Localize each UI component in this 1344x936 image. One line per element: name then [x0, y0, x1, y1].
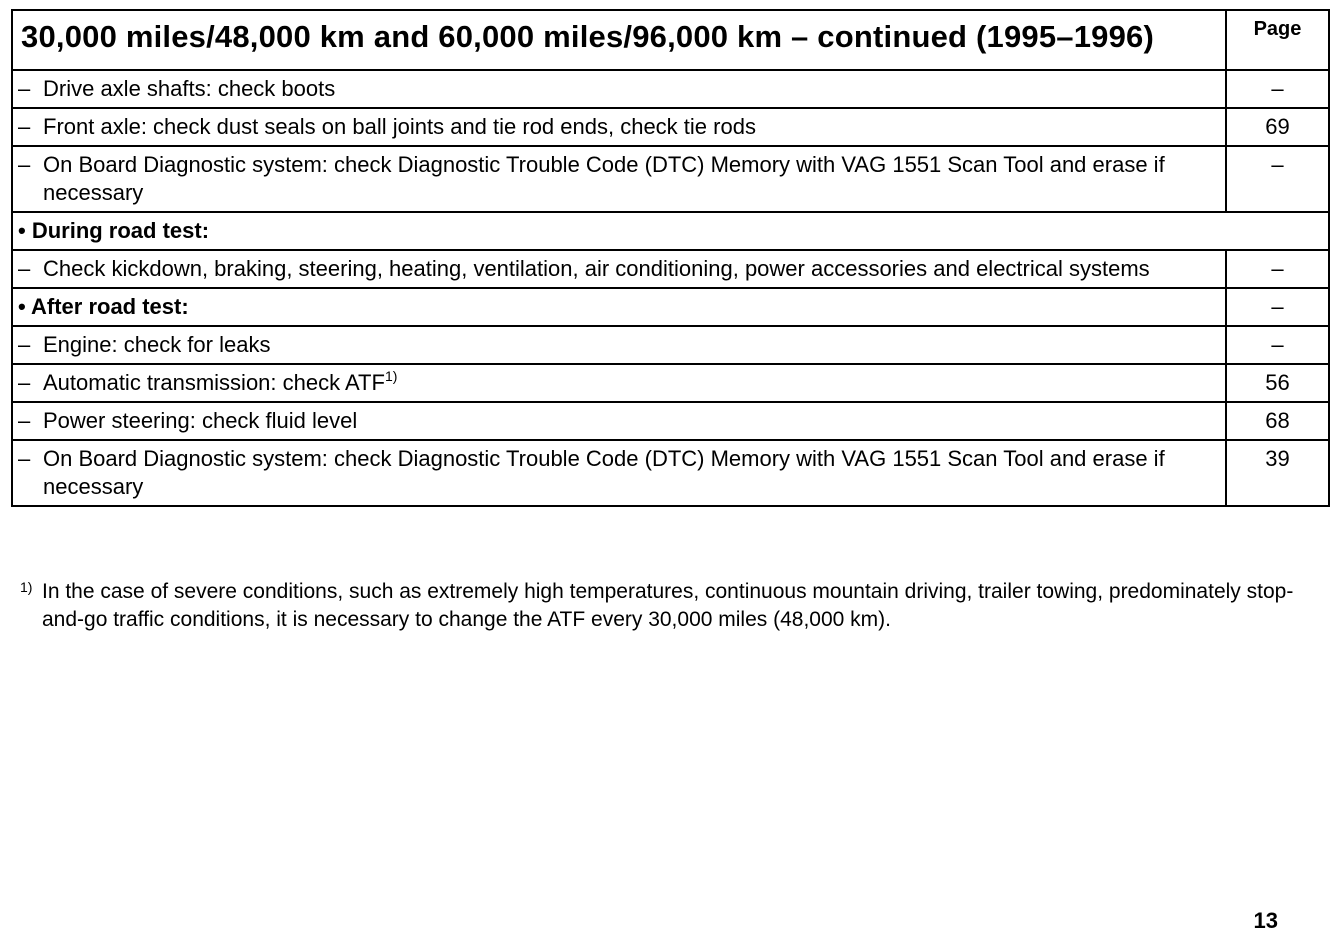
page-ref: 39 — [1226, 440, 1329, 506]
task-cell — [12, 402, 1226, 440]
dash-marker: – — [18, 114, 31, 139]
task-text: Automatic transmission: check ATF — [43, 370, 385, 395]
table-row — [12, 402, 1329, 440]
maintenance-table — [11, 9, 1330, 507]
dash-marker: – — [18, 446, 31, 471]
page-ref: 69 — [1226, 108, 1329, 146]
section-heading-after-road-test: • After road test: — [12, 288, 1226, 326]
table-row — [12, 146, 1329, 212]
table-row — [12, 440, 1329, 506]
section-heading-during-road-test: • During road test: — [12, 212, 1329, 250]
task-text: Drive axle shafts: check boots — [43, 76, 336, 101]
table-row — [12, 108, 1329, 146]
task-text: Front axle: check dust seals on ball joints and tie rod ends, check tie rods — [43, 114, 756, 139]
task-cell — [12, 326, 1226, 364]
page-ref: – — [1226, 250, 1329, 288]
task-text: On Board Diagnostic system: check Diagnostic Trouble Code (DTC) Memory with VAG 1551 Scan Tool and erase if necessary — [43, 446, 1165, 499]
table-header-row — [12, 10, 1329, 70]
table-row — [12, 326, 1329, 364]
task-text: Power steering: check fluid level — [43, 408, 358, 433]
page-ref: – — [1226, 288, 1329, 326]
page-column-header: Page — [1226, 10, 1329, 70]
page-ref: – — [1226, 146, 1329, 212]
footnote-text: In the case of severe conditions, such as extremely high temperatures, continuous mountain driving, trailer towing, predominately stop-and-go traffic conditions, it is necessary to change the ATF every 30,000 miles (48,000 km). — [42, 580, 1294, 631]
task-cell — [12, 146, 1226, 212]
task-cell — [12, 70, 1226, 108]
table-title: 30,000 miles/48,000 km and 60,000 miles/96,000 km – continued (1995–1996) — [12, 10, 1226, 70]
task-text-with-footnote — [43, 369, 1217, 397]
table-row — [12, 250, 1329, 288]
footnote — [20, 578, 1320, 634]
task-cell — [12, 108, 1226, 146]
dash-marker: – — [18, 370, 31, 395]
table-row — [12, 70, 1329, 108]
page-ref: – — [1226, 326, 1329, 364]
section-row — [12, 288, 1329, 326]
footnote-reference: 1) — [384, 368, 398, 384]
task-text: On Board Diagnostic system: check Diagnostic Trouble Code (DTC) Memory with VAG 1551 Scan Tool and erase if necessary — [43, 152, 1165, 205]
footnote-marker: 1) — [20, 579, 33, 595]
table-row — [12, 364, 1329, 402]
task-cell — [12, 440, 1226, 506]
page-number: 13 — [1253, 908, 1278, 933]
section-row — [12, 212, 1329, 250]
dash-marker: – — [18, 256, 31, 281]
page-ref: 68 — [1226, 402, 1329, 440]
task-text: Engine: check for leaks — [43, 332, 271, 357]
dash-marker: – — [18, 332, 31, 357]
dash-marker: – — [18, 152, 31, 177]
dash-marker: – — [18, 408, 31, 433]
page-ref: 56 — [1226, 364, 1329, 402]
task-cell — [12, 250, 1226, 288]
page-ref: – — [1226, 70, 1329, 108]
task-cell — [12, 364, 1226, 402]
dash-marker: – — [18, 76, 31, 101]
task-text: Check kickdown, braking, steering, heating, ventilation, air conditioning, power accessories and electrical systems — [43, 256, 1150, 281]
